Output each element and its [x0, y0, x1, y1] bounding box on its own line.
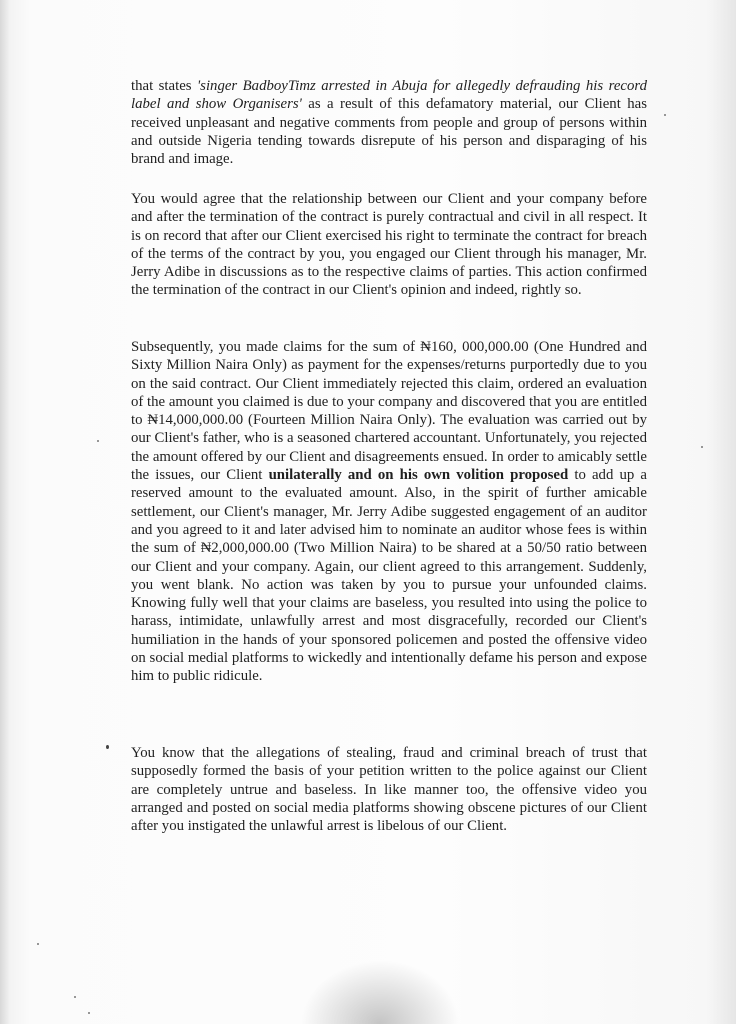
paragraph-3 — [131, 338, 647, 686]
scan-shadow — [300, 960, 460, 1024]
scan-speck — [88, 1012, 90, 1014]
paragraph-4-text: You know that the allegations of stealing, fraud and criminal breach of trust that supposedly formed the basis of your petition written to the police against our Client are completely untrue and baseless. In like manner too, the offensive video you arranged and posted on social media platforms showing obscene pictures of our Client after you instigated the unlawful arrest is libelous of our Client. — [131, 745, 647, 835]
paragraph-1-lead: that states — [131, 78, 198, 94]
paragraph-3-part-a: Subsequently, you made claims for the sum of ₦160, 000,000.00 (One Hundred and Sixty Million Naira Only) as payment for the expenses/returns purportedly due to you on the said contract. Our Client immediately rejected this claim, ordered an evaluation of the amount you claimed is due to your company and discovered that you are entitled to ₦14,000,000.00 (Fourteen Million Naira Only). The evaluation was carried out by our Client's father, who is a seasoned chartered accountant. Unfortunately, you rejected the amount offered by our Client and disagreements ensued. In order to amicably settle the issues, our Client — [131, 339, 647, 484]
paragraph-3-part-b: to add up a reserved amount to the evaluated amount. Also, in the spirit of further amicable settlement, our Client's manager, Mr. Jerry Adibe suggested engagement of an auditor and you agreed to it and later advised him to nominate an auditor whose fees is within the sum of ₦2,000,000.00 (Two Million Naira) to be shared at a 50/50 ratio between our Client and your company. Again, our client agreed to this arrangement. Suddenly, you went blank. No action was taken by you to pursue your unfounded claims. Knowing fully well that your claims are baseless, you resulted into using the police to harass, intimidate, unlawfully arrest and most disgracefully, recorded our Client's humiliation in the hands of your sponsored policemen and posted the offensive video on social medial platforms to wickedly and intentionally defame his person and expose him to public ridicule. — [131, 467, 647, 685]
paragraph-4 — [131, 744, 647, 835]
scan-speck — [664, 114, 666, 116]
paragraph-2 — [131, 190, 647, 300]
quoted-headline: 'singer BadboyTimz arrested in Abuja for allegedly defrauding his record label and show Organisers' — [131, 78, 647, 113]
paragraph-2-text: You would agree that the relationship between our Client and your company before and after the termination of the contract is purely contractual and civil in all respect. It is on record that after our Client exercised his right to terminate the contract for breach of the terms of the contract by you, you engaged our Client through his manager, Mr. Jerry Adibe in discussions as to the respective claims of parties. This action confirmed the termination of the contract in our Client's opinion and indeed, rightly so. — [131, 191, 647, 299]
scan-speck — [37, 943, 39, 945]
scan-speck — [74, 996, 76, 998]
paragraph-3-bold: unilaterally and on his own volition proposed — [268, 467, 569, 484]
scan-speck — [701, 446, 703, 448]
scan-speck — [106, 745, 109, 749]
scan-speck — [97, 440, 99, 442]
paragraph-1 — [131, 77, 647, 168]
paragraph-1-rest: as a result of this defamatory material, our Client has received unpleasant and negative comments from people and group of persons within and outside Nigeria tending towards disrepute of his person and disparaging of his brand and image. — [131, 96, 647, 168]
